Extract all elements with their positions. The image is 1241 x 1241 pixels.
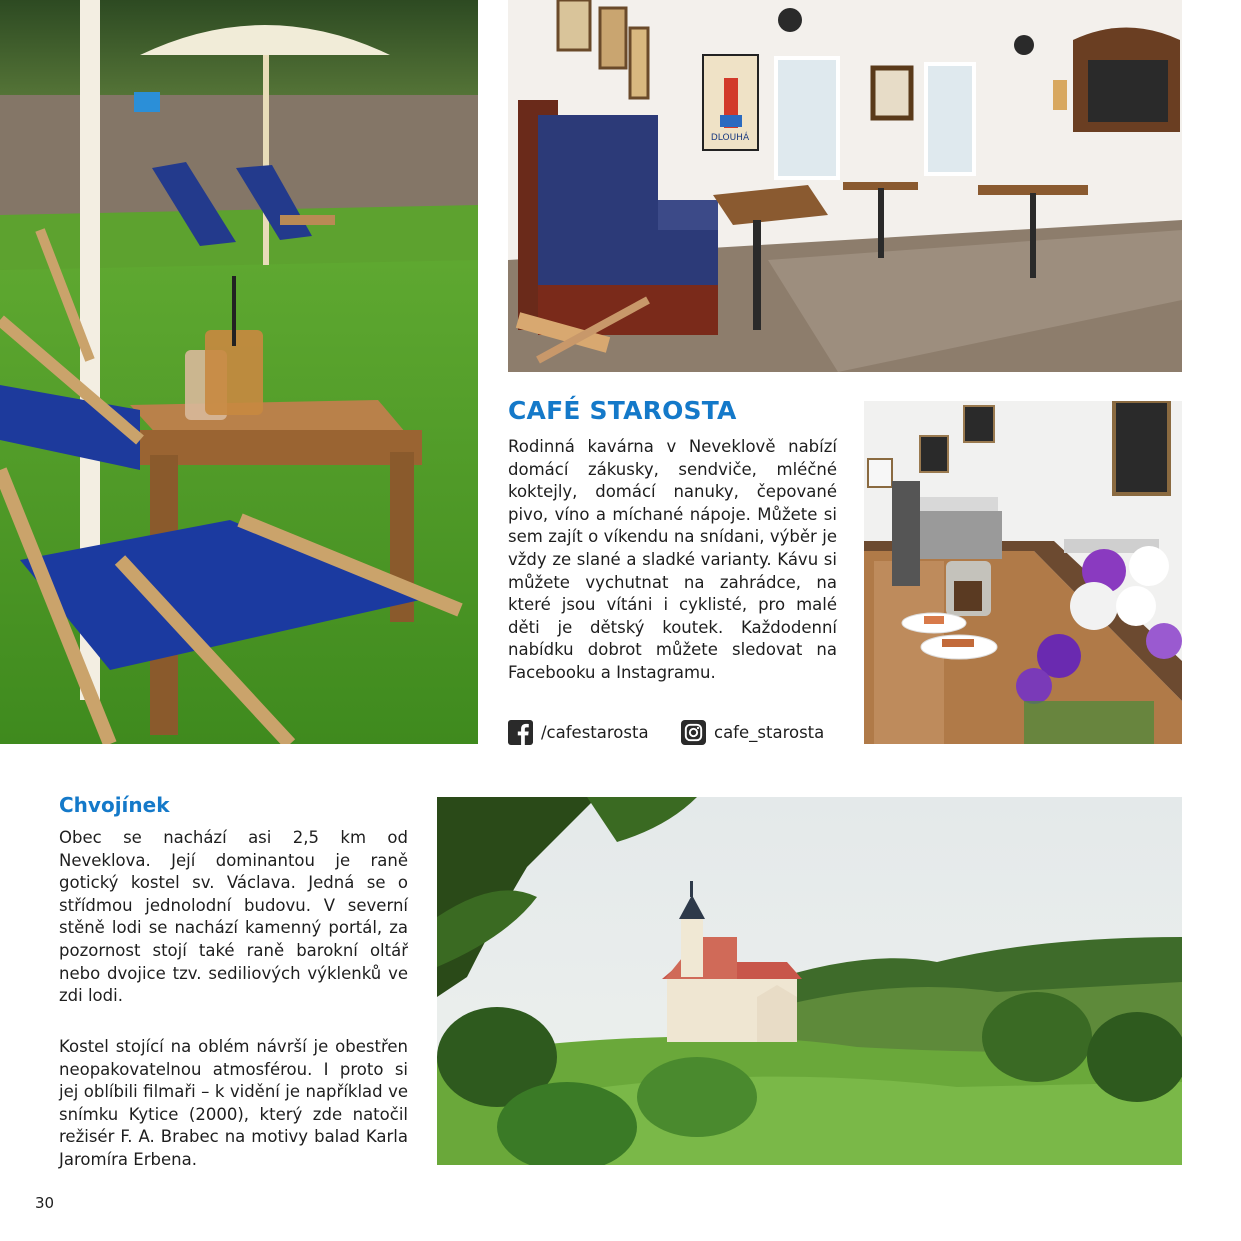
chvojinek-church-photo <box>437 797 1182 1165</box>
instagram-link[interactable] <box>681 719 824 745</box>
poster-text: DLOUHÁ <box>710 133 750 143</box>
garden-photo <box>0 0 478 744</box>
facebook-handle: /cafestarosta <box>541 722 649 742</box>
chvojinek-paragraph-2: Kostel stojící na oblém návrší je obestřen neopakovatelnou atmosférou. I proto si jej oblíbili filmaři – k vidění je například ve snímku Kytice (2000), který zde natočil režisér F. A. Brabec na motivy balad Karla Jaromíra Erbena. <box>59 1037 408 1169</box>
instagram-handle: cafe_starosta <box>714 722 825 742</box>
facebook-link[interactable] <box>508 719 649 745</box>
facebook-icon <box>508 720 533 745</box>
cafe-counter-photo <box>864 401 1182 744</box>
page-number: 30 <box>35 1194 55 1212</box>
instagram-icon <box>681 720 706 745</box>
cafe-interior-photo <box>508 0 1182 372</box>
chvojinek-title: Chvojínek <box>59 793 170 817</box>
chvojinek-paragraph-1: Obec se nachází asi 2,5 km od Neveklova. Její dominantou je raně gotický kostel sv. Václava. Jedná se o střídmou jednolodní budovu. V severní stěně lodi se nachází kamenný portál, za pozornost stojí také raně barokní oltář nebo dvojice tzv. sediliových výklenků ve zdi lodi. <box>59 828 408 1006</box>
cafe-description: Rodinná kavárna v Neveklově nabízí domácí zákusky, sendviče, mléčné koktejly, domácí nanuky, čepované pivo, víno a míchané nápoje. Můžete si sem zajít o víkendu na snídani, výběr je vždy ze slané a sladké varianty. Kávu si můžete vychutnat na zahrádce, na které jsou vítáni i cyklisté, pro malé děti je dětský koutek. Každodenní nabídku dobrot můžete sledovat na Facebooku a Instagramu. <box>508 437 837 682</box>
cafe-title: CAFÉ STAROSTA <box>508 396 737 425</box>
